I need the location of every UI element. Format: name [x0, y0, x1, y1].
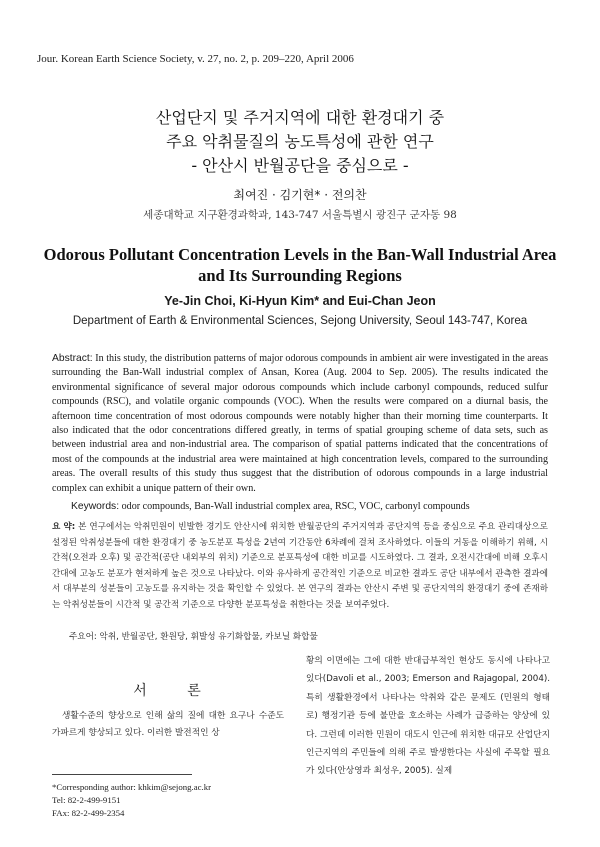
english-keywords — [71, 501, 551, 512]
korean-keywords: 주요어: 악취, 반월공단, 환원당, 휘발성 유기화합물, 카보닐 화합물 — [69, 632, 318, 642]
korean-title-line-1: 산업단지 및 주거지역에 대한 환경대기 중 — [155, 108, 445, 127]
footnote-divider — [52, 774, 192, 775]
introduction-left-column: 생활수준의 향상으로 인해 삶의 질에 대한 요구나 수준도 가파르게 향상되고 있다. 이러한 발전적인 상 — [52, 711, 284, 738]
correspondence-footnote — [52, 781, 282, 820]
korean-title-line-2: 주요 악취물질의 농도특성에 관한 연구 — [166, 132, 434, 151]
korean-authors: 최여진 · 김기현* · 전의찬 — [233, 188, 367, 202]
journal-citation: Jour. Korean Earth Science Society, v. 27, no. 2, p. 209–220, April 2006 — [37, 53, 354, 65]
abstract-label: Abstract: — [52, 353, 93, 364]
korean-title — [0, 106, 600, 178]
english-authors: Ye-Jin Choi, Ki-Hyun Kim* and Eui-Chan Jeon — [164, 294, 436, 308]
english-affiliation: Department of Earth & Environmental Sciences, Sejong University, Seoul 143-747, Korea — [72, 315, 528, 327]
introduction-right-column: 황의 이면에는 그에 대한 반대급부적인 현상도 동시에 나타나고 있다(Davoli et al., 2003; Emerson and Rajagopal, 2004). 특히 생활환경에서 나타나는 악취와 같은 문제도 (민원의 형태로) 행정기관 등에 불만을 호소하는 사례가 급증하는 양상에 있다. 그런데 이러한 민원이 대도시 인근에 위치한 대규모 산업단지 인근지역의 주민들에 의해 주로 발생한다는 사실에 주목할 필요가 있다(안상영과 최성우, 2005). 실제 — [306, 656, 550, 777]
keywords-text: odor compounds, Ban-Wall industrial complex area, RSC, VOC, carbonyl compounds — [121, 501, 470, 512]
korean-abstract — [52, 520, 548, 614]
korean-affiliation: 세종대학교 지구환경과학과, 143-747 서울특별시 광진구 군자동 98 — [143, 209, 457, 221]
footnote-tel: Tel: 82-2-499-9151 — [52, 795, 121, 805]
english-title-line-1: Odorous Pollutant Concentration Levels in the Ban-Wall Industrial Area — [43, 245, 557, 264]
footnote-email: *Corresponding author: khkim@sejong.ac.kr — [52, 782, 212, 792]
keywords-label: Keywords: — [71, 501, 120, 512]
english-title-line-2: and Its Surrounding Regions — [198, 266, 402, 285]
abstract-text: In this study, the distribution patterns of major odorous compounds in ambient air were investigated in the areas surrounding the Ban-Wall industrial complex of Ansan, Korea (Aug. 2004 to Sep. 2005). The results indicated the environmental significance of several major odorous compounds which include carbonyl compounds, reduced sulfur compounds (RSC), and volatile organic compounds (VOC). When the results were compared on a diurnal basis, the afternoon time concentration of most odorous compounds were notably higher than their morning time counterparts. It also indicated that the odor concentrations differed greatly, in terms of spatial grouping scheme of data sets, such as between industrial area and non-industrial area. The comparison of spatial patterns indicated that the concentrations of most of the compounds at the industrial area were maintained at high concentration levels, compared to the surrounding areas. The overall results of this study thus suggest that the distribution of odorous compounds in a large industrial complex can exhibit a unique pattern of their own. — [52, 353, 548, 494]
korean-abstract-label: 요 약: — [52, 522, 76, 532]
korean-title-line-3: - 안산시 반월공단을 중심으로 - — [191, 156, 409, 175]
section-title-introduction: 서 론 — [133, 683, 219, 699]
footnote-fax: FAx: 82-2-499-2354 — [52, 808, 125, 818]
english-abstract — [52, 352, 548, 496]
english-title — [0, 244, 600, 286]
korean-abstract-text: 본 연구에서는 악취민원이 빈발한 경기도 안산시에 위치한 반월공단의 주거지역과 공단지역 등을 중심으로 주요 관리대상으로 설정된 악취성분들에 대한 환경대기 중 농도분포 특성을 2년여 기간동안 6차례에 걸쳐 조사하였다. 이들의 거동을 이해하기 위해, 시간적(오전과 오후) 및 공간적(공단 내외부의 위치) 기준으로 분포특성에 대한 비교를 시도하였다. 그 결과, 오전시간대에 비해 오후시간대에 고농도 분포가 현저하게 높은 것으로 나타났다. 이와 유사하게 공간적인 기준으로 비교한 결과도 공단 내부에서 관측한 결과에서 대부분의 성분들이 고농도를 유지하는 것을 확인할 수 있었다. 본 연구의 결과는 안산시 주변 및 공단지역의 환경대기 중에 존재하는 악취성분들이 시간적 및 공간적 기준으로 다양한 분포특성을 취한다는 것을 보여주었다. — [52, 522, 548, 610]
